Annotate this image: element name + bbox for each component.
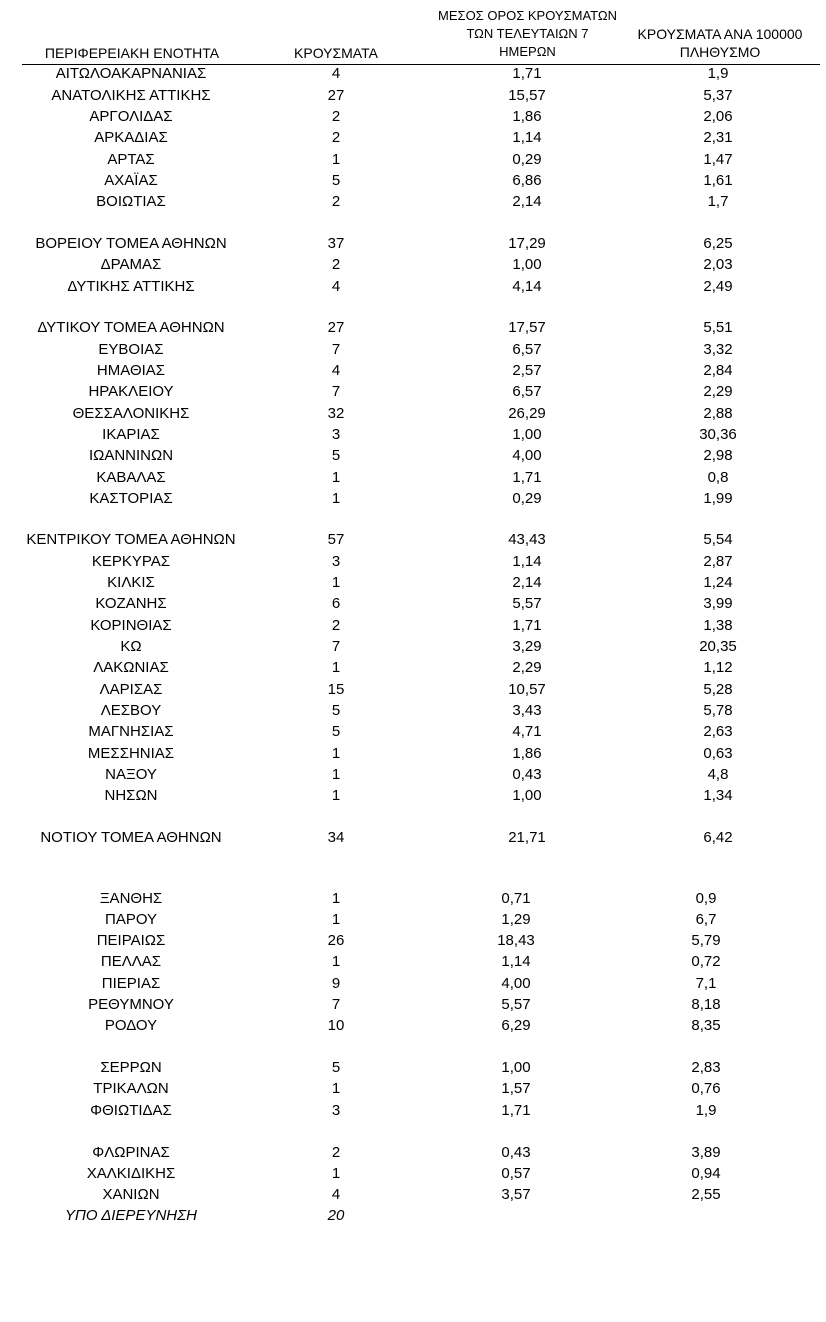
cases-cell: 6 <box>331 595 341 612</box>
region-name-cell: ΠΙΕΡΙΑΣ <box>101 975 161 992</box>
region-name-cell: ΛΑΚΩΝΙΑΣ <box>93 659 169 676</box>
per-100k-cell: 0,94 <box>691 1165 721 1182</box>
region-name-cell: ΙΩΑΝΝΙΝΩΝ <box>88 447 174 464</box>
table-row <box>0 106 826 127</box>
region-name-cell: ΚΟΡΙΝΘΙΑΣ <box>90 617 172 634</box>
cases-cell: 9 <box>331 975 341 992</box>
cases-cell: 1 <box>331 745 341 762</box>
table-row <box>0 615 826 636</box>
7day-average-cell: 1,29 <box>501 911 531 928</box>
table-row <box>0 743 826 764</box>
region-name-cell: ΑΡΓΟΛΙΔΑΣ <box>89 108 173 125</box>
region-name-cell: ΒΟΙΩΤΙΑΣ <box>96 193 166 210</box>
7day-average-cell: 0,71 <box>501 890 531 907</box>
per-100k-cell: 8,18 <box>691 996 721 1013</box>
per-100k-cell: 6,7 <box>695 911 717 928</box>
7day-average-cell: 2,57 <box>512 362 542 379</box>
header-per-line1: ΚΡΟΥΣΜΑΤΑ ΑΝΑ 100000 <box>637 26 803 42</box>
region-name-cell: ΗΡΑΚΛΕΙΟΥ <box>88 383 174 400</box>
header-per-100k <box>620 25 820 61</box>
cases-cell: 7 <box>331 996 341 1013</box>
7day-average-cell: 1,14 <box>512 553 542 570</box>
region-name-cell: ΣΕΡΡΩΝ <box>100 1059 162 1076</box>
7day-average-cell: 6,57 <box>512 341 542 358</box>
per-100k-cell: 20,35 <box>699 638 737 655</box>
table-row <box>0 721 826 742</box>
region-name-cell: ΠΑΡΟΥ <box>104 911 158 928</box>
cases-cell: 3 <box>331 553 341 570</box>
per-100k-cell: 3,99 <box>703 595 733 612</box>
cases-cell: 1 <box>331 953 341 970</box>
per-100k-cell: 0,8 <box>707 469 729 486</box>
per-100k-cell: 1,38 <box>703 617 733 634</box>
per-100k-cell: 1,12 <box>703 659 733 676</box>
table-row <box>0 424 826 445</box>
per-100k-cell: 0,76 <box>691 1080 721 1097</box>
header-cases: ΚΡΟΥΣΜΑΤΑ <box>294 45 378 61</box>
cases-cell: 1 <box>331 766 341 783</box>
table-row <box>0 888 826 909</box>
region-name-cell: ΠΕΙΡΑΙΩΣ <box>96 932 166 949</box>
table-row <box>0 1163 826 1184</box>
per-100k-cell: 3,89 <box>691 1144 721 1161</box>
7day-average-cell: 3,57 <box>501 1186 531 1203</box>
table-row <box>0 593 826 614</box>
cases-cell: 5 <box>331 1059 341 1076</box>
table-row <box>0 994 826 1015</box>
cases-cell: 2 <box>331 617 341 634</box>
per-100k-cell: 1,61 <box>703 172 733 189</box>
cases-cell: 27 <box>327 87 345 104</box>
per-100k-cell: 2,83 <box>691 1059 721 1076</box>
table-row <box>0 1015 826 1036</box>
cases-cell: 3 <box>331 426 341 443</box>
cases-cell: 1 <box>331 1080 341 1097</box>
per-100k-cell: 0,9 <box>695 890 717 907</box>
7day-average-cell: 1,86 <box>512 108 542 125</box>
table-row <box>0 360 826 381</box>
7day-average-cell: 18,43 <box>497 932 535 949</box>
7day-average-cell: 4,14 <box>512 278 542 295</box>
7day-average-cell: 6,57 <box>512 383 542 400</box>
region-name-cell: ΤΡΙΚΑΛΩΝ <box>93 1080 169 1097</box>
7day-average-cell: 17,29 <box>508 235 546 252</box>
per-100k-cell: 5,28 <box>703 681 733 698</box>
per-100k-cell: 2,63 <box>703 723 733 740</box>
7day-average-cell: 0,43 <box>501 1144 531 1161</box>
per-100k-cell: 7,1 <box>695 975 717 992</box>
7day-average-cell: 1,71 <box>501 1102 531 1119</box>
7day-average-cell: 4,71 <box>512 723 542 740</box>
per-100k-cell: 3,32 <box>703 341 733 358</box>
table-row <box>0 572 826 593</box>
7day-average-cell: 5,57 <box>501 996 531 1013</box>
table-row <box>0 191 826 212</box>
region-name-cell: ΗΜΑΘΙΑΣ <box>96 362 166 379</box>
table-row <box>0 1057 826 1078</box>
7day-average-cell: 0,43 <box>512 766 542 783</box>
cases-cell: 5 <box>331 702 341 719</box>
cases-cell: 2 <box>331 256 341 273</box>
cases-cell: 1 <box>331 890 341 907</box>
table-row <box>0 551 826 572</box>
cases-cell: 2 <box>331 129 341 146</box>
table-row <box>0 317 826 338</box>
region-name-cell: ΚΩ <box>120 638 142 655</box>
per-100k-cell: 5,54 <box>703 531 733 548</box>
table-row <box>0 339 826 360</box>
region-name-cell: ΛΑΡΙΣΑΣ <box>99 681 163 698</box>
7day-average-cell: 1,14 <box>501 953 531 970</box>
per-100k-cell: 5,78 <box>703 702 733 719</box>
7day-average-cell: 1,86 <box>512 745 542 762</box>
region-name-cell: ΕΥΒΟΙΑΣ <box>98 341 164 358</box>
per-100k-cell: 2,87 <box>703 553 733 570</box>
region-name-cell: ΚΙΛΚΙΣ <box>107 574 155 591</box>
per-100k-cell: 0,63 <box>703 745 733 762</box>
region-name-cell: ΚΑΣΤΟΡΙΑΣ <box>89 490 173 507</box>
7day-average-cell: 0,29 <box>512 151 542 168</box>
per-100k-cell: 1,9 <box>707 65 729 82</box>
cases-cell: 2 <box>331 108 341 125</box>
7day-average-cell: 43,43 <box>508 531 546 548</box>
cases-cell: 1 <box>331 151 341 168</box>
per-100k-cell: 1,47 <box>703 151 733 168</box>
per-100k-cell: 30,36 <box>699 426 737 443</box>
7day-average-cell: 6,86 <box>512 172 542 189</box>
7day-average-cell: 3,43 <box>512 702 542 719</box>
cases-cell: 1 <box>331 469 341 486</box>
cases-cell: 27 <box>327 319 345 336</box>
under-investigation-label: ΥΠΟ ΔΙΕΡΕΥΝΗΣΗ <box>65 1207 197 1224</box>
table-row <box>0 1100 826 1121</box>
per-100k-cell: 2,31 <box>703 129 733 146</box>
table-row <box>0 85 826 106</box>
per-100k-cell: 5,51 <box>703 319 733 336</box>
table-row <box>0 909 826 930</box>
cases-cell: 1 <box>331 574 341 591</box>
table-row <box>0 951 826 972</box>
cases-cell: 7 <box>331 341 341 358</box>
region-name-cell: ΡΕΘΥΜΝΟΥ <box>88 996 174 1013</box>
7day-average-cell: 1,71 <box>512 65 542 82</box>
under-investigation-row <box>0 1205 826 1226</box>
region-name-cell: ΑΧΑΪΑΣ <box>104 172 158 189</box>
table-row <box>0 403 826 424</box>
table-row <box>0 785 826 806</box>
region-name-cell: ΑΡΚΑΔΙΑΣ <box>94 129 168 146</box>
per-100k-cell: 1,9 <box>695 1102 717 1119</box>
cases-cell: 4 <box>331 278 341 295</box>
cases-cell: 10 <box>327 1017 345 1034</box>
cases-cell: 37 <box>327 235 345 252</box>
cases-cell: 34 <box>327 829 345 846</box>
7day-average-cell: 3,29 <box>512 638 542 655</box>
region-name-cell: ΜΑΓΝΗΣΙΑΣ <box>88 723 174 740</box>
table-row <box>0 1184 826 1205</box>
7day-average-cell: 15,57 <box>508 87 546 104</box>
7day-average-cell: 1,00 <box>501 1059 531 1076</box>
cases-cell: 26 <box>327 932 345 949</box>
region-name-cell: ΝΟΤΙΟΥ ΤΟΜΕΑ ΑΘΗΝΩΝ <box>40 829 222 846</box>
per-100k-cell: 6,42 <box>703 829 733 846</box>
region-name-cell: ΚΑΒΑΛΑΣ <box>96 469 166 486</box>
cases-cell: 1 <box>331 659 341 676</box>
region-name-cell: ΡΟΔΟΥ <box>104 1017 158 1034</box>
table-row <box>0 149 826 170</box>
7day-average-cell: 1,00 <box>512 256 542 273</box>
per-100k-cell: 8,35 <box>691 1017 721 1034</box>
region-name-cell: ΝΗΣΩΝ <box>104 787 158 804</box>
cases-cell: 1 <box>331 911 341 928</box>
region-name-cell: ΛΕΣΒΟΥ <box>100 702 162 719</box>
table-row <box>0 636 826 657</box>
per-100k-cell: 4,8 <box>707 766 729 783</box>
region-name-cell: ΚΟΖΑΝΗΣ <box>95 595 167 612</box>
table-row <box>0 1142 826 1163</box>
7day-average-cell: 5,57 <box>512 595 542 612</box>
7day-average-cell: 1,14 <box>512 129 542 146</box>
cases-cell: 5 <box>331 172 341 189</box>
cases-cell: 15 <box>327 681 345 698</box>
region-name-cell: ΦΛΩΡΙΝΑΣ <box>92 1144 170 1161</box>
header-avg-line3: ΗΜΕΡΩΝ <box>499 44 556 59</box>
table-row <box>0 381 826 402</box>
per-100k-cell: 1,7 <box>707 193 729 210</box>
per-100k-cell: 1,24 <box>703 574 733 591</box>
cases-cell: 1 <box>331 787 341 804</box>
header-7day-average <box>415 7 640 61</box>
7day-average-cell: 2,14 <box>512 193 542 210</box>
region-name-cell: ΒΟΡΕΙΟΥ ΤΟΜΕΑ ΑΘΗΝΩΝ <box>35 235 227 252</box>
table-row <box>0 276 826 297</box>
region-name-cell: ΚΕΝΤΡΙΚΟΥ ΤΟΜΕΑ ΑΘΗΝΩΝ <box>26 531 236 548</box>
7day-average-cell: 1,00 <box>512 426 542 443</box>
7day-average-cell: 4,00 <box>512 447 542 464</box>
region-name-cell: ΑΡΤΑΣ <box>107 151 155 168</box>
table-row <box>0 657 826 678</box>
header-avg-line2: ΤΩΝ ΤΕΛΕΥΤΑΙΩΝ 7 <box>466 26 589 41</box>
cases-cell: 5 <box>331 723 341 740</box>
per-100k-cell: 2,88 <box>703 405 733 422</box>
table-row <box>0 170 826 191</box>
cases-cell: 3 <box>331 1102 341 1119</box>
table-row <box>0 467 826 488</box>
table-row <box>0 764 826 785</box>
7day-average-cell: 17,57 <box>508 319 546 336</box>
per-100k-cell: 2,98 <box>703 447 733 464</box>
cases-cell: 57 <box>327 531 345 548</box>
cases-cell: 7 <box>331 638 341 655</box>
region-name-cell: ΔΥΤΙΚΟΥ ΤΟΜΕΑ ΑΘΗΝΩΝ <box>37 319 225 336</box>
cases-cell: 7 <box>331 383 341 400</box>
per-100k-cell: 0,72 <box>691 953 721 970</box>
7day-average-cell: 10,57 <box>508 681 546 698</box>
header-region: ΠΕΡΙΦΕΡΕΙΑΚΗ ΕΝΟΤΗΤΑ <box>44 45 220 61</box>
table-row <box>0 445 826 466</box>
table-row <box>0 488 826 509</box>
7day-average-cell: 2,29 <box>512 659 542 676</box>
7day-average-cell: 1,57 <box>501 1080 531 1097</box>
table-row <box>0 930 826 951</box>
per-100k-cell: 2,55 <box>691 1186 721 1203</box>
table-row <box>0 127 826 148</box>
7day-average-cell: 6,29 <box>501 1017 531 1034</box>
per-100k-cell: 2,49 <box>703 278 733 295</box>
cases-cell: 2 <box>331 1144 341 1161</box>
header-per-line2: ΠΛΗΘΥΣΜΟ <box>679 44 761 60</box>
cases-cell: 1 <box>331 490 341 507</box>
7day-average-cell: 26,29 <box>508 405 546 422</box>
cases-cell: 2 <box>331 193 341 210</box>
region-name-cell: ΜΕΣΣΗΝΙΑΣ <box>87 745 175 762</box>
cases-cell: 4 <box>331 65 341 82</box>
header-avg-line1: ΜΕΣΟΣ ΟΡΟΣ ΚΡΟΥΣΜΑΤΩΝ <box>438 8 617 23</box>
7day-average-cell: 4,00 <box>501 975 531 992</box>
per-100k-cell: 2,03 <box>703 256 733 273</box>
region-name-cell: ΞΑΝΘΗΣ <box>99 890 163 907</box>
per-100k-cell: 2,84 <box>703 362 733 379</box>
region-name-cell: ΑΝΑΤΟΛΙΚΗΣ ΑΤΤΙΚΗΣ <box>51 87 211 104</box>
region-name-cell: ΦΘΙΩΤΙΔΑΣ <box>90 1102 172 1119</box>
region-name-cell: ΠΕΛΛΑΣ <box>100 953 162 970</box>
per-100k-cell: 6,25 <box>703 235 733 252</box>
cases-cell: 4 <box>331 1186 341 1203</box>
region-name-cell: ΔΥΤΙΚΗΣ ΑΤΤΙΚΗΣ <box>67 278 195 295</box>
cases-cell: 4 <box>331 362 341 379</box>
table-row <box>0 827 826 848</box>
7day-average-cell: 1,71 <box>512 469 542 486</box>
cases-cell: 32 <box>327 405 345 422</box>
7day-average-cell: 0,57 <box>501 1165 531 1182</box>
table-row <box>0 254 826 275</box>
table-row <box>0 1078 826 1099</box>
per-100k-cell: 5,37 <box>703 87 733 104</box>
region-name-cell: ΔΡΑΜΑΣ <box>100 256 162 273</box>
region-name-cell: ΧΑΛΚΙΔΙΚΗΣ <box>86 1165 176 1182</box>
cases-cell: 5 <box>331 447 341 464</box>
table-row <box>0 233 826 254</box>
per-100k-cell: 2,29 <box>703 383 733 400</box>
per-100k-cell: 2,06 <box>703 108 733 125</box>
7day-average-cell: 1,00 <box>512 787 542 804</box>
table-row <box>0 63 826 84</box>
per-100k-cell: 1,34 <box>703 787 733 804</box>
7day-average-cell: 1,71 <box>512 617 542 634</box>
region-name-cell: ΙΚΑΡΙΑΣ <box>102 426 160 443</box>
table-row <box>0 679 826 700</box>
region-name-cell: ΑΙΤΩΛΟΑΚΑΡΝΑΝΙΑΣ <box>55 65 207 82</box>
table-row <box>0 700 826 721</box>
per-100k-cell: 5,79 <box>691 932 721 949</box>
table-row <box>0 973 826 994</box>
table-row <box>0 529 826 550</box>
region-name-cell: ΚΕΡΚΥΡΑΣ <box>91 553 171 570</box>
region-name-cell: ΧΑΝΙΩΝ <box>102 1186 160 1203</box>
7day-average-cell: 0,29 <box>512 490 542 507</box>
7day-average-cell: 2,14 <box>512 574 542 591</box>
per-100k-cell: 1,99 <box>703 490 733 507</box>
cases-cell: 1 <box>331 1165 341 1182</box>
7day-average-cell: 21,71 <box>508 829 546 846</box>
under-investigation-cases: 20 <box>327 1207 345 1224</box>
region-name-cell: ΝΑΞΟΥ <box>105 766 157 783</box>
region-name-cell: ΘΕΣΣΑΛΟΝΙΚΗΣ <box>72 405 190 422</box>
